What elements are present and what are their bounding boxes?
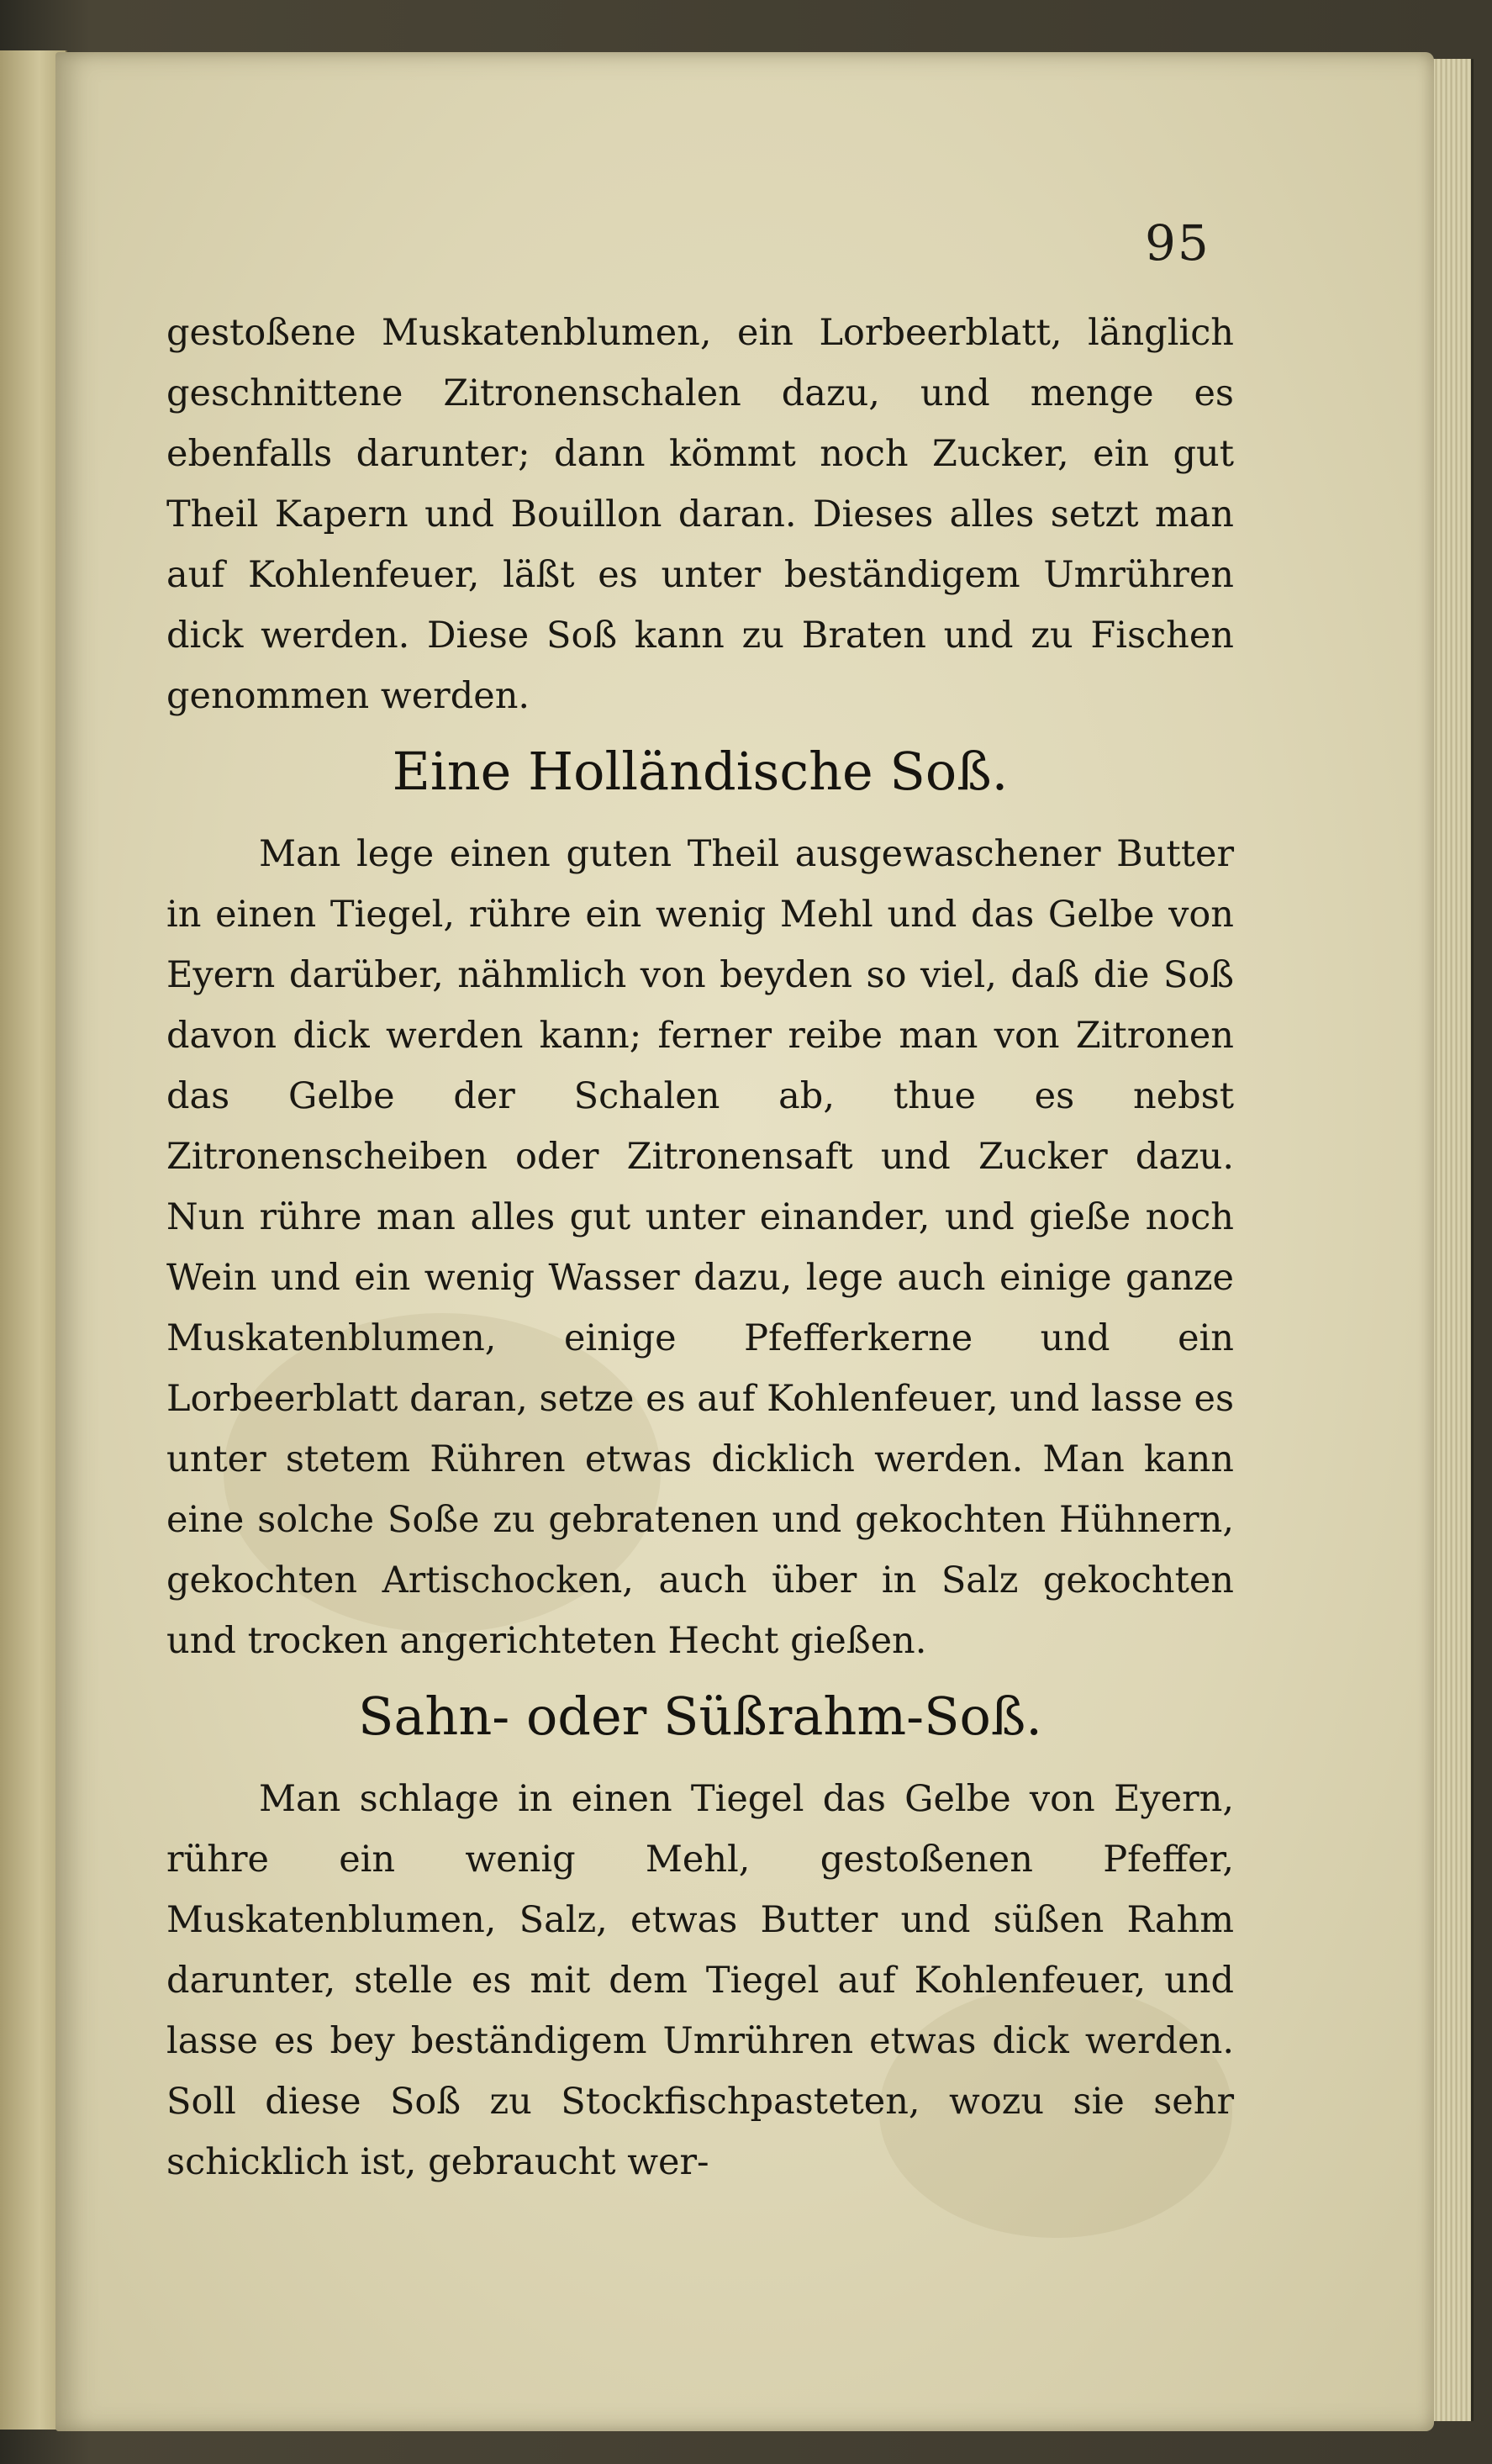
- paragraph-hollandische-soss: Man lege einen guten Theil ausgewaschener Butter in einen Tiegel, rühre ein wenig Mehl und das Gelbe von Eyern darüber, nähmlich von beyden so viel, daß die Soß davon dick werden kann; ferner reibe man von Zitronen das Gelbe der Schalen ab, thue es nebst Zitronenscheiben oder Zitronensaft und Zucker dazu. Nun rühre man alles gut unter einander, und gieße noch Wein und ein wenig Wasser dazu, lege auch einige ganze Muskatenblumen, einige Pfefferkerne und ein Lorbeerblatt daran, setze es auf Kohlenfeuer, und lasse es unter stetem Rühren etwas dicklich werden. Man kann eine solche Soße zu gebratenen und gekochten Hühnern, gekochten Artischocken, auch über in Salz gekochten und trocken angerichteten Hecht gießen.: [166, 833, 1235, 1662]
- page-number: 95: [1145, 214, 1210, 272]
- heading-hollandische-soss: Eine Holländische Soß.: [392, 741, 1009, 802]
- paragraph-sahn-soss: Man schlage in einen Tiegel das Gelbe von Eyern, rühre ein wenig Mehl, gestoßenen Pfeffer, Muskatenblumen, Salz, etwas Butter und süßen Rahm darunter, stelle es mit dem Tiegel auf Kohlenfeuer, und lasse es bey beständigem Umrühren etwas dick werden. Soll diese Soß zu Stockfischpasteten, wozu sie sehr schicklich ist, gebraucht wer-: [166, 1778, 1234, 2183]
- heading-sahn-soss: Sahn- oder Süßrahm-Soß.: [357, 1686, 1043, 1747]
- continued-paragraph: gestoßene Muskatenblumen, ein Lorbeerblatt, länglich geschnittene Zitronenschalen dazu, und menge es ebenfalls darunter; dann kömmt noch Zucker, ein gut Theil Kapern und Bouillon daran. Dieses alles setzt man auf Kohlenfeuer, läßt es unter beständigem Umrühren dick werden. Diese Soß kann zu Braten und zu Fischen genommen werden.: [166, 312, 1234, 717]
- page-text: [166, 303, 1234, 2192]
